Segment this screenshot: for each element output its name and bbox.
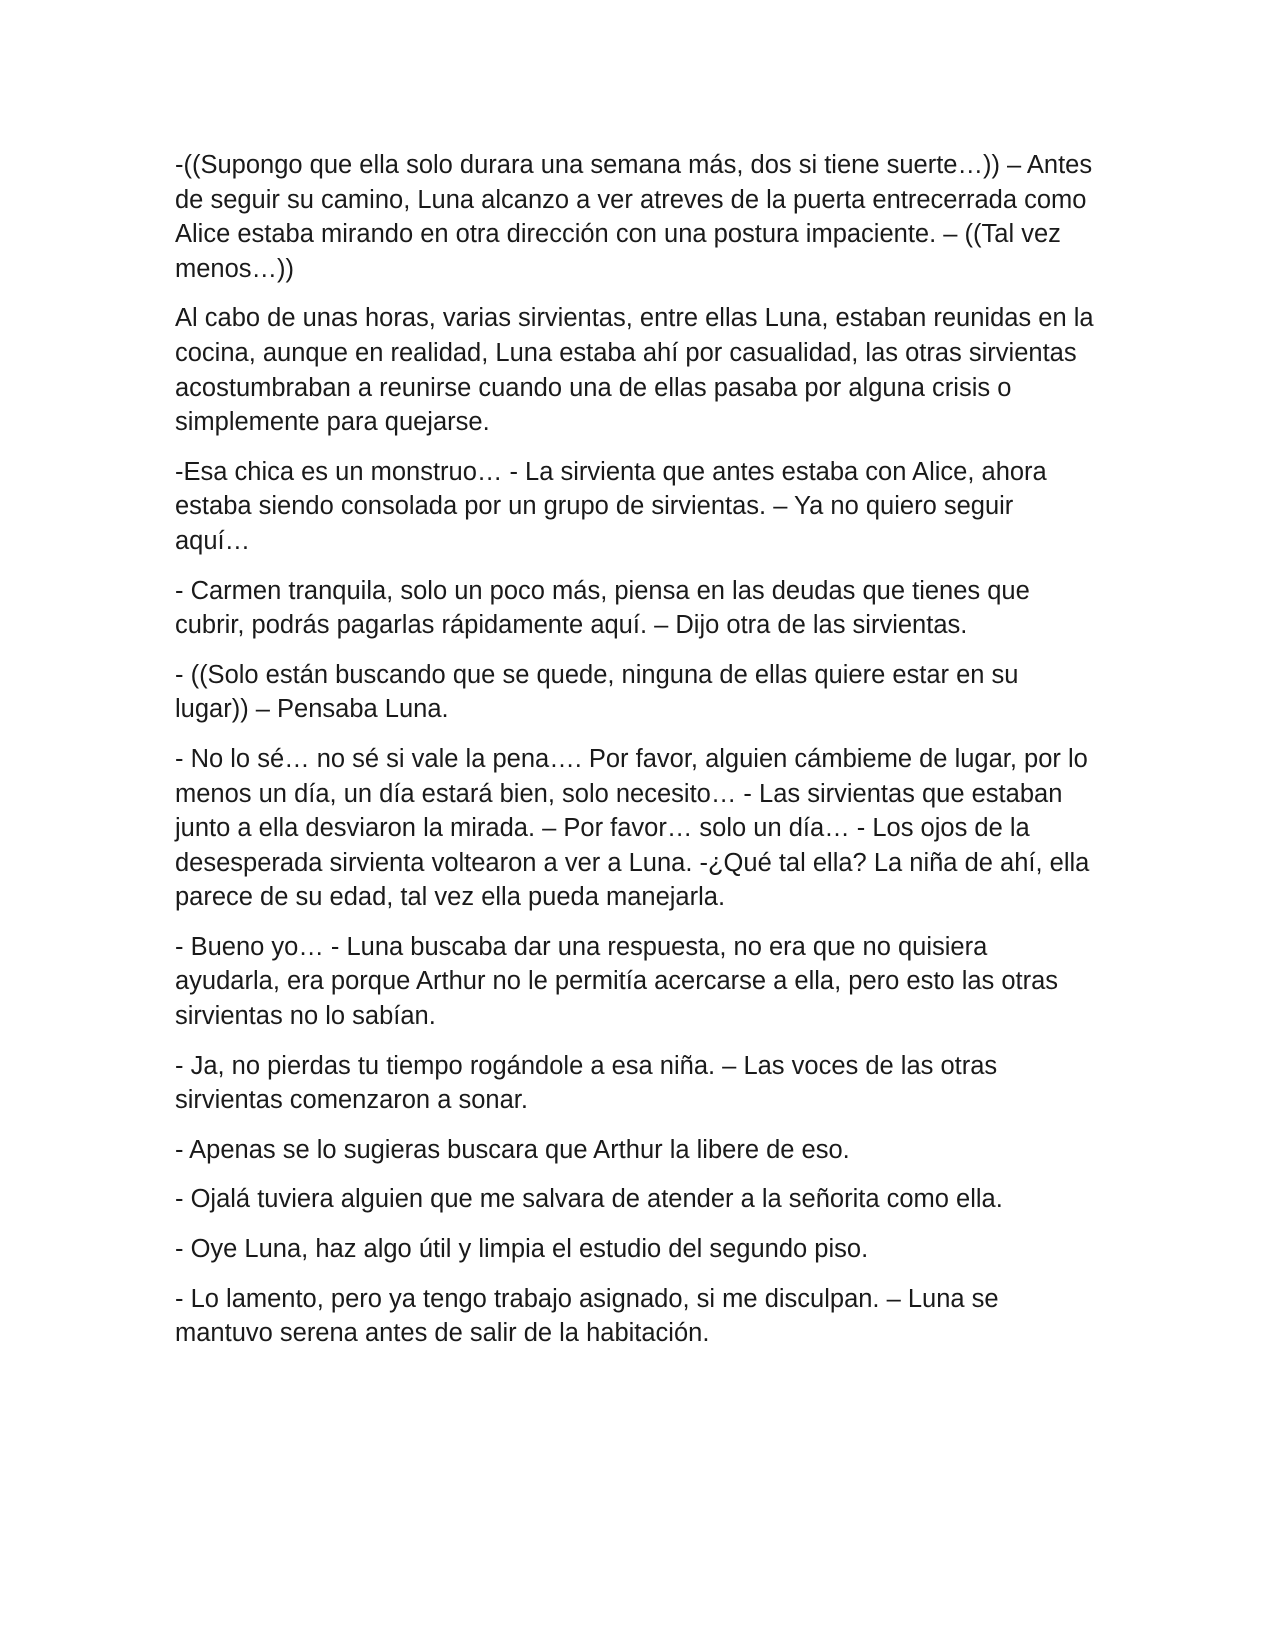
paragraph: - Apenas se lo sugieras buscara que Arthur la libere de eso. (175, 1135, 850, 1164)
paragraph: - Lo lamento, pero ya tengo trabajo asignado, si me disculpan. – Luna se mantuvo serena antes de salir de la habitación. (175, 1284, 999, 1348)
paragraph: - ((Solo están buscando que se quede, ninguna de ellas quiere estar en su lugar)) – Pensaba Luna. (175, 660, 1019, 724)
paragraph: - Bueno yo… - Luna buscaba dar una respuesta, no era que no quisiera ayudarla, era porque Arthur no le permitía acercarse a ella, pero esto las otras sirvientas no lo sabían. (175, 932, 1059, 1031)
document-body (175, 148, 1095, 1366)
paragraph: - No lo sé… no sé si vale la pena…. Por favor, alguien cámbieme de lugar, por lo menos un día, un día estará bien, solo necesito… - Las sirvientas que estaban junto a ella desviaron la mirada. – Por favor… solo un día… - Los ojos de la desesperada sirvienta voltearon a ver a Luna. -¿Qué tal ella? La niña de ahí, ella parece de su edad, tal vez ella pueda manejarla. (175, 744, 1090, 912)
paragraph: - Ojalá tuviera alguien que me salvara de atender a la señorita como ella. (175, 1185, 1003, 1214)
paragraph: - Carmen tranquila, solo un poco más, piensa en las deudas que tienes que cubrir, podrás pagarlas rápidamente aquí. – Dijo otra de las sirvientas. (175, 576, 1030, 640)
paragraph: - Oye Luna, haz algo útil y limpia el estudio del segundo piso. (175, 1235, 869, 1264)
paragraph: -((Supongo que ella solo durara una semana más, dos si tiene suerte…)) – Antes de seguir su camino, Luna alcanzo a ver atreves de la puerta entrecerrada como Alice estaba mirando en otra dirección con una postura impaciente. – ((Tal vez menos…)) (175, 151, 1093, 283)
paragraph: - Ja, no pierdas tu tiempo rogándole a esa niña. – Las voces de las otras sirvientas comenzaron a sonar. (175, 1051, 998, 1115)
paragraph: -Esa chica es un monstruo… - La sirvienta que antes estaba con Alice, ahora estaba siendo consolada por un grupo de sirvientas. – Ya no quiero seguir aquí… (175, 457, 1047, 555)
paragraph: Al cabo de unas horas, varias sirvientas, entre ellas Luna, estaban reunidas en la cocina, aunque en realidad, Luna estaba ahí por casualidad, las otras sirvientas acostumbraban a reunirse cuando una de ellas pasaba por alguna crisis o simplemente para quejarse. (175, 304, 1094, 437)
